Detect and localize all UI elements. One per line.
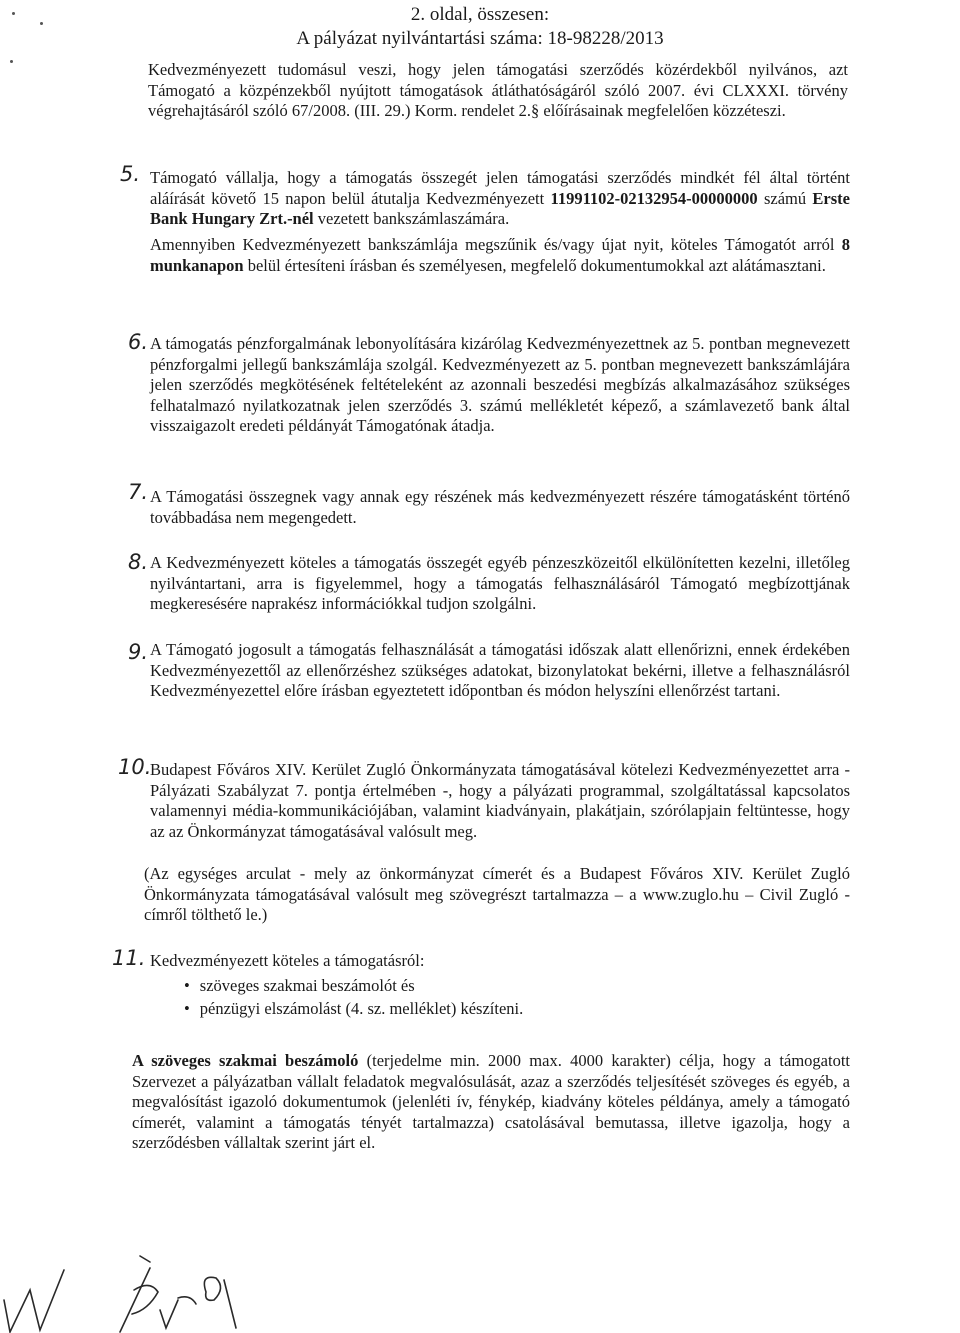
section-5-paragraph-1: [150, 168, 850, 230]
scan-speck: [40, 22, 43, 25]
application-number-header: A pályázat nyilvántartási száma: 18-98228/2013: [296, 28, 664, 49]
section-5-text-e: belül értesíteni írásban és személyesen, megfelelő dokumentumokkal azt alátámasztani.: [243, 255, 826, 275]
section-8-paragraph: A Kedvezményezett köteles a támogatás összegét egyéb pénzeszközeitől elkülönítetten kezelni, illetőleg nyilvántartani, arra is figyelemmel, hogy a támogatás felhasználásáról Támogató megbízottjának megkeresésére naprakész információkkal tudjon szolgálni.: [150, 553, 850, 614]
list-item: • szöveges szakmai beszámolót és: [200, 974, 523, 997]
section-5-paragraph-2: [150, 235, 850, 276]
scan-speck: [10, 60, 13, 63]
section-number-11: 11.: [112, 946, 146, 970]
scan-speck: [12, 12, 15, 15]
section-number-7: 7.: [128, 480, 149, 504]
section-11-intro: Kedvezményezett köteles a támogatásról:: [150, 951, 425, 970]
report-paragraph: [132, 1051, 850, 1154]
intro-paragraph: Kedvezményezett tudomásul veszi, hogy jelen támogatási szerződés közérdekből nyilvános, azt Támogató a közpénzekből nyújtott támogatások átláthatóságáról szóló 2007. évi CLXXXI. törvény végrehajtásáról szóló 67/2008. (III. 29.) Korm. rendelet 2.§ előírásainak megfelelően közzéteszi.: [148, 60, 848, 121]
section-9-paragraph: A Támogató jogosult a támogatás felhasználását a támogatási időszak alatt ellenőrizni, ennek érdekében Kedvezményezettől az ellenőrzéshez szükséges adatokat, bizonylatokat bekérni, illetve a felhasználásról Kedvezményezettel előre írásban egyeztetett időpontban és módon helyszíni ellenőrzést tartani.: [150, 640, 850, 701]
notice-days: 8 munkanapon: [150, 235, 850, 275]
section-number-10: 10.: [118, 755, 152, 779]
handwritten-initials-icon: [0, 1240, 960, 1333]
section-number-5: 5.: [120, 162, 141, 186]
section-11-bullet-list: [200, 974, 523, 1020]
section-7-paragraph: A Támogatási összegnek vagy annak egy részének más kedvezményezett részére támogatásként történő továbbadása nem megengedett.: [150, 487, 850, 527]
section-number-6: 6.: [128, 330, 149, 354]
section-5-text-c: vezetett bankszámlaszámára.: [313, 209, 510, 229]
list-item: • pénzügyi elszámolást (4. sz. melléklet) készíteni.: [200, 997, 523, 1020]
section-10-paragraph: Budapest Főváros XIV. Kerület Zugló Önkormányzata támogatásával kötelezi Kedvezményezettet arra - Pályázati Szabályzat 7. pontja értelmében -, hogy a pályázati programmal, szolgáltatással kapcsolatos valamennyi média-kommunikációjában, valamint kiadványain, plakátjain, szórólapjain feltüntesse, hogy az az Önkormányzat támogatásával valósult meg.: [150, 760, 850, 841]
report-lead: A szöveges szakmai beszámoló: [132, 1051, 359, 1070]
section-6-paragraph: A támogatás pénzforgalmának lebonyolítására kizárólag Kedvezményezettnek az 5. pontban megnevezett pénzforgalmi jellegű bankszámlája szolgál. Kedvezményezett az 5. pontban megnevezett bankszámlájára jelen szerződés megkötésének feltételeként az azonnali beszedési megbízás alkalmazásához szükséges felhatalmazó nyilatkozatnak jelen szerződés 3. számú mellékletét képező, a számlavezető bank által visszaigazolt eredeti példányát Támogatónak átadja.: [150, 334, 850, 436]
report-text: (terjedelme min. 2000 max. 4000 karakter) célja, hogy a támogatott Szervezet a pályázatban vállalt feladatok megvalósulását, azaz a szerződés teljesítését szöveges és egyéb, a megvalósítást igazoló dokumentumok (jelenléti ív, fénykép, kiadvány köteles példánya, amely a támogató címerét, valamint a támogatás tényét tartalmazza) csatolásával bemutassa, illetve igazolja, hogy a szerződésben vállaltak szerint járt el.: [132, 1051, 850, 1153]
section-5-text-d: Amennyiben Kedvezményezett bankszámlája megszűnik és/vagy újat nyit, köteles Támogatót arról: [150, 235, 842, 254]
section-number-9: 9.: [128, 640, 149, 664]
section-10-note: (Az egységes arculat - mely az önkormányzat címerét és a Budapest Főváros XIV. Kerület Zugló Önkormányzata támogatásával valósult meg szövegrészt tartalmazza – a www.zuglo.hu – Civil Zugló - címről tölthető le.): [144, 864, 850, 925]
section-5-text-a: Támogató vállalja, hogy a támogatás összegét jelen támogatási szerződés mindkét fél által történt aláírását követő 15 napon belül átutalja Kedvezményezett: [150, 168, 850, 208]
section-number-8: 8.: [128, 550, 149, 574]
page-number-header: 2. oldal, összesen:: [410, 4, 550, 25]
bank-name: Erste Bank Hungary Zrt.-nél: [150, 188, 850, 229]
account-number: 11991102-02132954-00000000: [550, 188, 758, 208]
section-5-text-b: számú: [757, 188, 813, 208]
